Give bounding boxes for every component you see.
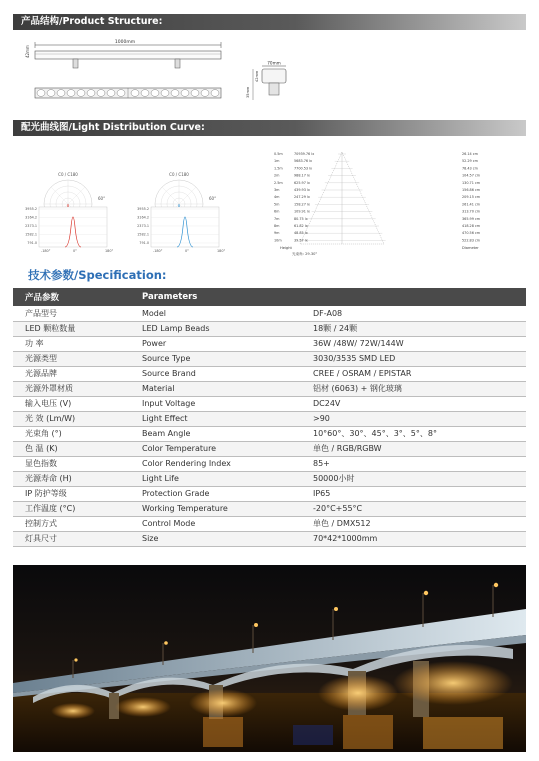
spec-label-en: Model bbox=[130, 306, 306, 321]
side-height-dimension-label: 35mm bbox=[246, 86, 250, 98]
spec-label-en: Size bbox=[130, 531, 306, 546]
cone-diameter: 130.71 cm bbox=[462, 180, 481, 185]
spec-value: DC24V bbox=[306, 396, 526, 411]
cone-illuminance: 48.85 lx bbox=[294, 231, 308, 236]
polar-caption: C0 / C180 bbox=[58, 172, 78, 177]
spec-value: DF-A08 bbox=[306, 306, 526, 321]
cone-diameter: 261.41 cm bbox=[462, 202, 481, 207]
spec-label-cn: IP 防护等级 bbox=[13, 486, 130, 501]
spec-label-en: Material bbox=[130, 381, 306, 396]
cone-height: 1.5m bbox=[274, 166, 283, 171]
y-tick-label: 791.0 bbox=[27, 241, 37, 245]
table-row bbox=[13, 306, 526, 321]
table-row bbox=[13, 456, 526, 471]
spec-value: CREE / OSRAM / EPISTAR bbox=[306, 366, 526, 381]
spec-label-en: Color Temperature bbox=[130, 441, 306, 456]
length-dimension-label: 1000mm bbox=[114, 40, 136, 45]
spec-label-en: Source Type bbox=[130, 351, 306, 366]
y-tick-label: 3955.2 bbox=[25, 207, 37, 211]
illuminance-cone-diagram bbox=[272, 148, 512, 258]
header-en: Parameters bbox=[130, 288, 306, 306]
table-row bbox=[13, 501, 526, 516]
table-row bbox=[13, 426, 526, 441]
height-dimension-label: 42mm bbox=[25, 45, 30, 58]
spec-value: -20°C+55°C bbox=[306, 501, 526, 516]
table-row bbox=[13, 381, 526, 396]
spec-value: >90 bbox=[306, 411, 526, 426]
cone-illuminance: 109.91 lx bbox=[294, 209, 310, 214]
y-tick-label: 1582.1 bbox=[137, 232, 149, 237]
cone-diameter: 26.14 cm bbox=[462, 152, 478, 156]
y-tick-label: 3164.2 bbox=[25, 215, 37, 220]
spec-value: 单色 / RGB/RGBW bbox=[306, 441, 526, 456]
fixture-side-view bbox=[35, 51, 221, 59]
table-row bbox=[13, 516, 526, 531]
spec-label-en: Protection Grade bbox=[130, 486, 306, 501]
led-bead bbox=[151, 90, 159, 97]
led-bead bbox=[171, 90, 179, 97]
led-bead bbox=[97, 90, 105, 97]
led-bead bbox=[57, 90, 65, 97]
led-bead bbox=[67, 90, 75, 97]
led-bead bbox=[77, 90, 85, 97]
led-bead bbox=[161, 90, 169, 97]
cone-illuminance: 988.17 lx bbox=[294, 173, 310, 178]
led-bead bbox=[117, 90, 125, 97]
spec-label-cn: LED 颗粒数量 bbox=[13, 321, 130, 336]
cone-height: 5m bbox=[274, 202, 280, 207]
table-row bbox=[13, 486, 526, 501]
polar-caption: C0 / C180 bbox=[169, 172, 189, 177]
spec-value: 70*42*1000mm bbox=[306, 531, 526, 546]
spec-value: 10°60°、30°、45°、3°、5°、8° bbox=[306, 426, 526, 441]
x-tick-label: -180° bbox=[153, 249, 163, 253]
product-side-profile bbox=[240, 60, 310, 110]
cone-height: 9m bbox=[274, 231, 280, 236]
y-tick-label: 2373.1 bbox=[25, 224, 37, 228]
spec-label-en: Input Voltage bbox=[130, 396, 306, 411]
spec-value: 3030/3535 SMD LED bbox=[306, 351, 526, 366]
spec-label-cn: 色 温 (K) bbox=[13, 441, 130, 456]
intensity-curve-chart-1 bbox=[25, 205, 114, 255]
cone-illuminance: 70939.76 lx bbox=[294, 152, 315, 156]
cone-diameter: 418.28 cm bbox=[462, 224, 481, 228]
cone-height: 7m bbox=[274, 216, 280, 221]
cone-illuminance: 80.75 lx bbox=[294, 216, 308, 221]
led-bead bbox=[87, 90, 95, 97]
beam-angle-label: 光束角: 29.30° bbox=[292, 252, 318, 256]
table-row bbox=[13, 396, 526, 411]
angle-label-60: 60° bbox=[209, 196, 217, 201]
cone-height: 0.5m bbox=[274, 152, 283, 156]
profile-body bbox=[262, 69, 286, 83]
cone-diameter: 365.99 cm bbox=[462, 216, 481, 221]
x-tick-label: 0° bbox=[73, 249, 77, 253]
y-tick-label: 3164.2 bbox=[137, 215, 149, 220]
y-tick-label: 2373.1 bbox=[137, 224, 149, 228]
cone-illuminance: 158.27 lx bbox=[294, 202, 310, 207]
spec-value: 36W /48W/ 72W/144W bbox=[306, 336, 526, 351]
cone-height: 6m bbox=[274, 209, 280, 214]
led-bead bbox=[201, 90, 209, 97]
cone-diameter: 522.83 cm bbox=[462, 238, 481, 243]
spec-label-en: Color Rendering Index bbox=[130, 456, 306, 471]
cone-height: 2.5m bbox=[274, 180, 283, 185]
spec-label-cn: 产品型号 bbox=[13, 306, 130, 321]
spec-label-en: Working Temperature bbox=[130, 501, 306, 516]
header-cn: 产品参数 bbox=[13, 288, 130, 306]
spec-label-cn: 工作温度 (°C) bbox=[13, 501, 130, 516]
y-tick-label: 791.0 bbox=[139, 241, 149, 245]
spec-label-en: Control Mode bbox=[130, 516, 306, 531]
led-bead bbox=[107, 90, 115, 97]
spec-label-cn: 功 率 bbox=[13, 336, 130, 351]
bridge-night-photo bbox=[13, 565, 526, 752]
x-tick-label: 180° bbox=[217, 249, 226, 253]
spec-value: 单色 / DMX512 bbox=[306, 516, 526, 531]
cone-height: 4m bbox=[274, 195, 280, 200]
x-tick-label: 0° bbox=[185, 249, 189, 253]
cone-illuminance: 247.29 lx bbox=[294, 195, 310, 200]
y-tick-label: 1582.1 bbox=[25, 232, 37, 237]
intensity-curve-chart-2 bbox=[137, 205, 226, 255]
cone-illuminance: 439.93 lx bbox=[294, 188, 310, 192]
led-bead bbox=[37, 90, 45, 97]
cone-rows bbox=[274, 152, 481, 242]
spec-value: 85+ bbox=[306, 456, 526, 471]
cone-diameter: 156.86 cm bbox=[462, 188, 481, 192]
cone-diameter: 104.57 cm bbox=[462, 173, 481, 178]
spec-label-cn: 显色指数 bbox=[13, 456, 130, 471]
cone-illuminance: 39.57 lx bbox=[294, 238, 308, 243]
cone-illuminance: 7700.53 lx bbox=[294, 166, 313, 171]
cone-diameter: 78.43 cm bbox=[462, 166, 478, 171]
cone-height: 10m bbox=[274, 238, 282, 243]
led-bead bbox=[47, 90, 55, 97]
spec-label-cn: 光源类型 bbox=[13, 351, 130, 366]
spec-label-cn: 光 效 (Lm/W) bbox=[13, 411, 130, 426]
cone-height: 1m bbox=[274, 159, 280, 164]
section-header-light-distribution: 配光曲线图/Light Distribution Curve: bbox=[13, 120, 526, 136]
cone-illuminance: 5683.76 lx bbox=[294, 159, 313, 164]
profile-bracket bbox=[269, 83, 279, 95]
angle-label-60: 60° bbox=[98, 196, 106, 201]
table-row bbox=[13, 411, 526, 426]
led-bead bbox=[141, 90, 149, 97]
mounting-bracket-left bbox=[73, 59, 78, 68]
spec-value: 铝材 (6063) + 钢化玻璃 bbox=[306, 381, 526, 396]
x-tick-label: 180° bbox=[105, 249, 114, 253]
table-row bbox=[13, 351, 526, 366]
spec-value: 50000小时 bbox=[306, 471, 526, 486]
table-row bbox=[13, 441, 526, 456]
spec-label-en: LED Lamp Beads bbox=[130, 321, 306, 336]
cone-height: 2m bbox=[274, 173, 280, 178]
cone-diameter: 52.29 cm bbox=[462, 159, 478, 164]
mounting-bracket-right bbox=[175, 59, 180, 68]
spec-label-cn: 光源品牌 bbox=[13, 366, 130, 381]
x-tick-label: -180° bbox=[41, 249, 51, 253]
spec-value: IP65 bbox=[306, 486, 526, 501]
section-header-structure: 产品结构/Product Structure: bbox=[13, 14, 526, 30]
specification-title: 技术参数/Specification: bbox=[28, 268, 167, 282]
table-row bbox=[13, 321, 526, 336]
spec-label-en: Source Brand bbox=[130, 366, 306, 381]
header-value bbox=[306, 288, 526, 306]
cone-diameter: 209.15 cm bbox=[462, 195, 481, 200]
spec-label-en: Light Life bbox=[130, 471, 306, 486]
table-row bbox=[13, 531, 526, 546]
led-bead bbox=[181, 90, 189, 97]
led-bead bbox=[211, 90, 219, 97]
table-row bbox=[13, 366, 526, 381]
cone-height: 8m bbox=[274, 224, 280, 228]
cone-illuminance: 625.97 lx bbox=[294, 180, 310, 185]
spec-label-cn: 控制方式 bbox=[13, 516, 130, 531]
y-tick-label: 3955.2 bbox=[137, 207, 149, 211]
cone-diameter: 470.56 cm bbox=[462, 231, 481, 236]
diameter-axis-label: Diameter bbox=[462, 246, 479, 250]
table-row bbox=[13, 471, 526, 486]
spec-label-cn: 输入电压 (V) bbox=[13, 396, 130, 411]
spec-label-cn: 光源寿命 (H) bbox=[13, 471, 130, 486]
led-bead bbox=[191, 90, 199, 97]
spec-value: 18颗 / 24颗 bbox=[306, 321, 526, 336]
cone-diameter: 313.70 cm bbox=[462, 209, 481, 214]
spec-label-cn: 灯具尺寸 bbox=[13, 531, 130, 546]
table-row bbox=[13, 336, 526, 351]
spec-label-cn: 光源外罩材质 bbox=[13, 381, 130, 396]
specification-table bbox=[13, 288, 526, 547]
width-dimension-label: 70mm bbox=[267, 60, 281, 66]
spec-label-en: Beam Angle bbox=[130, 426, 306, 441]
spec-label-en: Light Effect bbox=[130, 411, 306, 426]
table-header-row bbox=[13, 288, 526, 306]
led-bead bbox=[131, 90, 139, 97]
spec-label-en: Power bbox=[130, 336, 306, 351]
height-axis-label: Height bbox=[280, 246, 292, 250]
depth-dimension-label: 42mm bbox=[255, 70, 259, 82]
cone-illuminance: 61.82 lx bbox=[294, 224, 308, 228]
spec-label-cn: 光束角 (°) bbox=[13, 426, 130, 441]
cone-height: 3m bbox=[274, 188, 280, 192]
